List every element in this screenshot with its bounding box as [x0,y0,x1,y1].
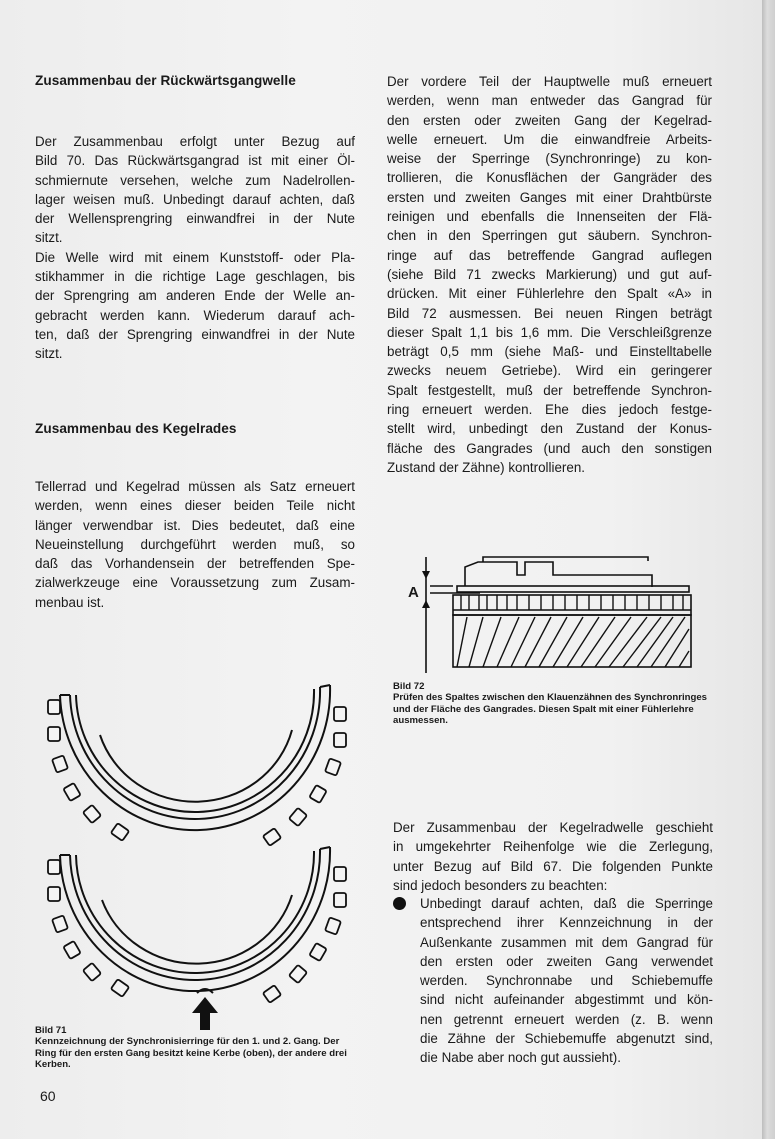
text-line: sitzt. [35,230,63,246]
figure-71-synchro-rings-illustration [40,675,350,1030]
text-line: werden, wenn man entweder das Gangrad für [387,93,712,109]
text-line: Der vordere Teil der Hauptwelle muß erneuert [387,74,712,89]
figure-label: Bild 72 [393,681,425,692]
caption-line: Prüfen des Spaltes zwischen den Klauenzähnen des Synchronringes [393,692,708,704]
figure-72-caption [393,681,723,727]
text-line: Neueinstellung durchgeführt werden muß, so [35,536,355,552]
text-line: welle erneuert. Um die einwandfreie Arbeits- [387,131,712,147]
text-line: die Nabe aber noch gut aussieht). [420,1050,621,1066]
text-line: beträgt 0,5 mm (siehe Maß- und Einstelltabelle [387,344,712,360]
figure-label: Bild 71 [35,1025,67,1036]
text-line: die Zähne der Schiebemuffe abgenutzt sind, [420,1031,713,1047]
heading-bevel-gear-assembly: Zusammenbau des Kegelrades [35,421,237,436]
caption-line: Ring für den ersten Gang besitzt keine Kerbe (oben), der andere drei [35,1047,347,1059]
figure-71-caption [35,1025,365,1071]
figure-72-gap-measurement-illustration [395,555,700,675]
text-line: ringe auf das betreffende Gangrad auflegen [387,247,712,263]
text-line: stellt wird, unbedingt den Zustand der Konus- [387,421,712,437]
text-line: reinigen und ebenfalls die Innenseiten der Flä- [387,209,712,225]
text-line: Der Zusammenbau der Kegelradwelle geschieht [393,820,713,835]
text-line: schmiernute versehen, welche zum Nadelrollen- [35,172,355,188]
page-edge-shadow [762,0,775,1139]
text-line: sitzt. [35,346,63,362]
text-line: menbau ist. [35,594,105,610]
text-line: ring erneuert werden. Ehe dies jedoch festge- [387,402,712,418]
text-line: daß das Vorhandensein der betreffenden Spe- [35,556,355,572]
arrow-down-icon [422,571,430,579]
text-line: Tellerrad und Kegelrad müssen als Satz erneuert [35,479,355,494]
text-line: Spalt festgestellt, muß der betreffende Synchron- [387,382,712,398]
dimension-label-a: A [408,584,419,601]
bullet-point-icon [393,897,406,910]
text-line: ersten und zweiten Ganges mit einer Drahtbürste [387,189,712,205]
text-line: sind nicht aufeinander abgestimmt und kön- [420,992,713,1008]
text-line: zwecks neuem Getriebe). Wird ein geringerer [387,363,712,379]
page-number: 60 [40,1088,56,1104]
text-line: drücken. Mit einer Fühlerlehre den Spalt «A» in [387,286,712,302]
text-line: (siehe Bild 71 zwecks Markierung) und gut auf- [387,266,712,282]
text-line: fläche des Gangrades (und auch den sonstigen [387,440,712,456]
text-line: Außenkante zusammen mit dem Gangrad für [420,934,713,950]
text-line: Bild 72 ausmessen. Bei neuen Ringen beträgt [387,305,712,321]
text-line: Bild 70. Das Rückwärtsgangrad ist mit einer Öl- [35,153,355,169]
text-line: ten, daß der Sprengring einwandfrei in der Nute [35,326,355,342]
text-line: sind jedoch besonders zu beachten: [393,877,608,893]
text-line: Die Welle wird mit einem Kunststoff- oder Pla- [35,249,355,265]
text-line: zialwerkzeuge eine Voraussetzung zum Zusam- [35,575,355,591]
text-line: den ersten oder zweiten Gang verwendet [420,953,713,969]
paragraph-bevel-shaft-assembly [393,818,713,895]
paragraph-main-shaft [387,72,712,477]
text-line: der Wellensprengring einwandfrei in der Nute [35,211,355,227]
paragraph-reverse-shaft [35,132,355,364]
caption-line: Kennzeichnung der Synchronisierringe für den 1. und 2. Gang. Der [35,1036,340,1048]
text-line: weise der Sperringe (Synchronringe) zu kon- [387,151,712,167]
heading-reverse-shaft-assembly: Zusammenbau der Rückwärtsgangwelle [35,73,296,88]
text-line: nen getrennt erneuert werden (z. B. wenn [420,1011,713,1027]
text-line: dieser Spalt 1,1 bis 1,6 mm. Die Verschleißgrenze [387,324,712,340]
text-line: in umgekehrter Reihenfolge wie die Zerlegung, [393,839,713,855]
text-line: lager weisen muß. Unbedingt darauf achten, daß [35,191,355,207]
bullet-item [420,894,713,1068]
caption-line: Kerben. [35,1059,71,1071]
text-line: gebracht werden kann. Wiederum darauf ach- [35,307,355,323]
text-line: werden. Synchronnabe und Schiebemuffe [420,973,713,989]
text-line: Zustand der Zähne) kontrollieren. [387,459,585,475]
text-line: entsprechend ihrer Kennzeichnung in der [420,915,713,931]
text-line: werden, wenn eines dieser beiden Teile nicht [35,498,355,514]
text-line: chen in den Sperringen gut säubern. Synchron- [387,228,712,244]
text-line: unter Bezug auf Bild 67. Die folgenden Punkte [393,858,713,874]
text-line: stikhammer in die richtige Lage geschlagen, bis [35,269,355,285]
text-line: Der Zusammenbau erfolgt unter Bezug auf [35,134,355,149]
caption-line: ausmessen. [393,715,448,727]
text-line: länger verwendbar ist. Dies bedeutet, daß eine [35,517,355,533]
paragraph-bevel-gear [35,477,355,612]
arrow-up-icon [422,600,430,608]
text-line: trollieren, die Konusflächen der Gangräder des [387,170,712,186]
text-line: Unbedingt darauf achten, daß die Sperringe [420,896,713,911]
caption-line: und der Fläche des Gangrades. Diesen Spalt mit einer Fühlerlehre [393,703,694,715]
text-line: den ersten oder zweiten Gang der Kegelrad- [387,112,712,128]
text-line: der Sprengring am anderen Ende der Welle an- [35,288,355,304]
